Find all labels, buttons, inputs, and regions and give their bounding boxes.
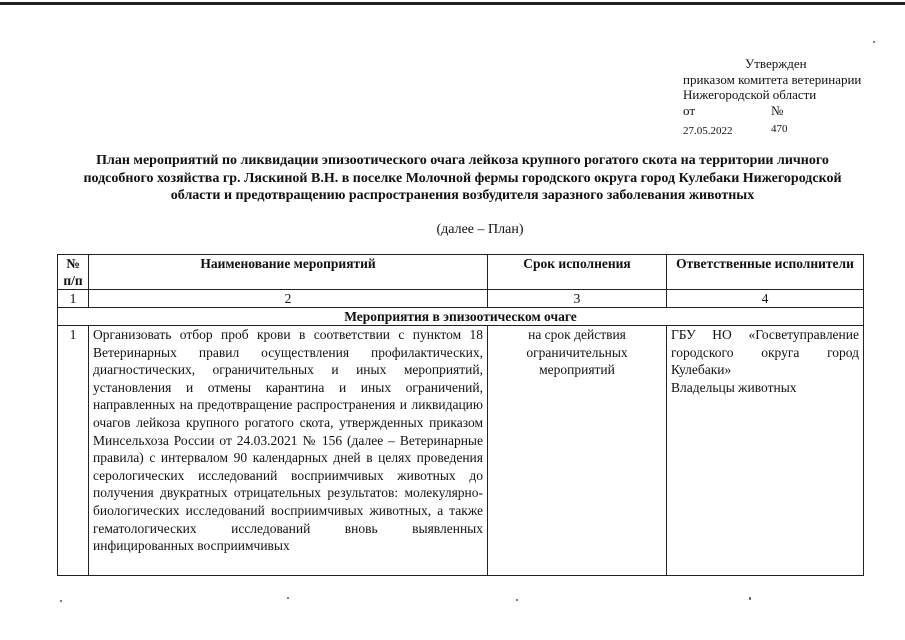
- approval-from-label: от: [683, 102, 696, 118]
- header-row: [58, 255, 864, 290]
- approval-head: Утвержден: [745, 56, 807, 71]
- approval-line-2: Нижегородской области: [683, 87, 817, 102]
- header-resp: Ответственные исполнители: [667, 255, 864, 290]
- approval-number: 470: [771, 123, 788, 135]
- row-name-cell: [89, 326, 488, 576]
- title-line-1: План мероприятий по ликвидации эпизоотического очага лейкоза крупного рогатого скота на территории личного: [96, 153, 829, 168]
- approval-line-1: приказом комитета ветеринарии: [683, 71, 862, 87]
- approval-values-row: [683, 122, 861, 138]
- row-name: Организовать отбор проб крови в соответствии с пунктом 18 Ветеринарных правил осуществления профилактических, диагностических, ограничительных и иных мероприятий, установления и отмены карантина и иных ограничений, направленных на предотвращение распространения и ликвидацию очагов лейкоза крупного рогатого скота, утвержденных приказом Минсельхоза России от 24.03.2021 № 156 (далее – Ветеринарные правила) с интервалом 90 календарных дней в целях проведения серологических исследований восприимчивых животных до получения двукратных отрицательных результатов: молекулярно-биологических исследований восприимчивых животных, а также гематологических исследований вновь выявленных инфицированных восприимчивых: [93, 327, 483, 554]
- scan-speck: [287, 597, 289, 599]
- title-line-2: подсобного хозяйства гр. Ляскиной В.Н. в поселке Молочной фермы городского округа город Кулебаки Нижегородской: [83, 170, 842, 186]
- section-title: Мероприятия в эпизоотическом очаге: [58, 308, 864, 326]
- column-numbers-row: [58, 290, 864, 308]
- top-border-line: [0, 2, 905, 5]
- section-row: [58, 308, 864, 326]
- scan-speck: [873, 41, 875, 43]
- header-num: № п/п: [58, 255, 89, 290]
- approval-date: 27.05.2022: [683, 125, 733, 137]
- row-num: 1: [58, 326, 89, 576]
- title-line-3: области и предотвращению распространения возбудителя заразного заболевания животных: [170, 188, 755, 203]
- scan-speck: [516, 599, 518, 601]
- row-resp-cell: [667, 326, 864, 576]
- scan-speck: [60, 600, 62, 602]
- row-resp-owners: Владельцы животных: [671, 379, 797, 395]
- header-name: Наименование мероприятий: [89, 255, 488, 290]
- document-subtitle: (далее – План): [436, 222, 524, 237]
- plan-table: [57, 254, 864, 576]
- row-term: на срок действия ограничительных мероприятий: [488, 326, 667, 576]
- approval-number-label: №: [771, 102, 784, 118]
- approval-block: [683, 56, 861, 138]
- scan-speck: [749, 597, 751, 600]
- column-number: 4: [667, 290, 864, 308]
- approval-labels-row: [683, 103, 861, 119]
- header-term: Срок исполнения: [488, 255, 667, 290]
- row-resp-org: ГБУ НО «Госветуправление городского округа город Кулебаки»: [671, 327, 859, 378]
- document-title: [60, 152, 865, 205]
- column-number: 3: [488, 290, 667, 308]
- column-number: 1: [58, 290, 89, 308]
- column-number: 2: [89, 290, 488, 308]
- table-row: [58, 326, 864, 576]
